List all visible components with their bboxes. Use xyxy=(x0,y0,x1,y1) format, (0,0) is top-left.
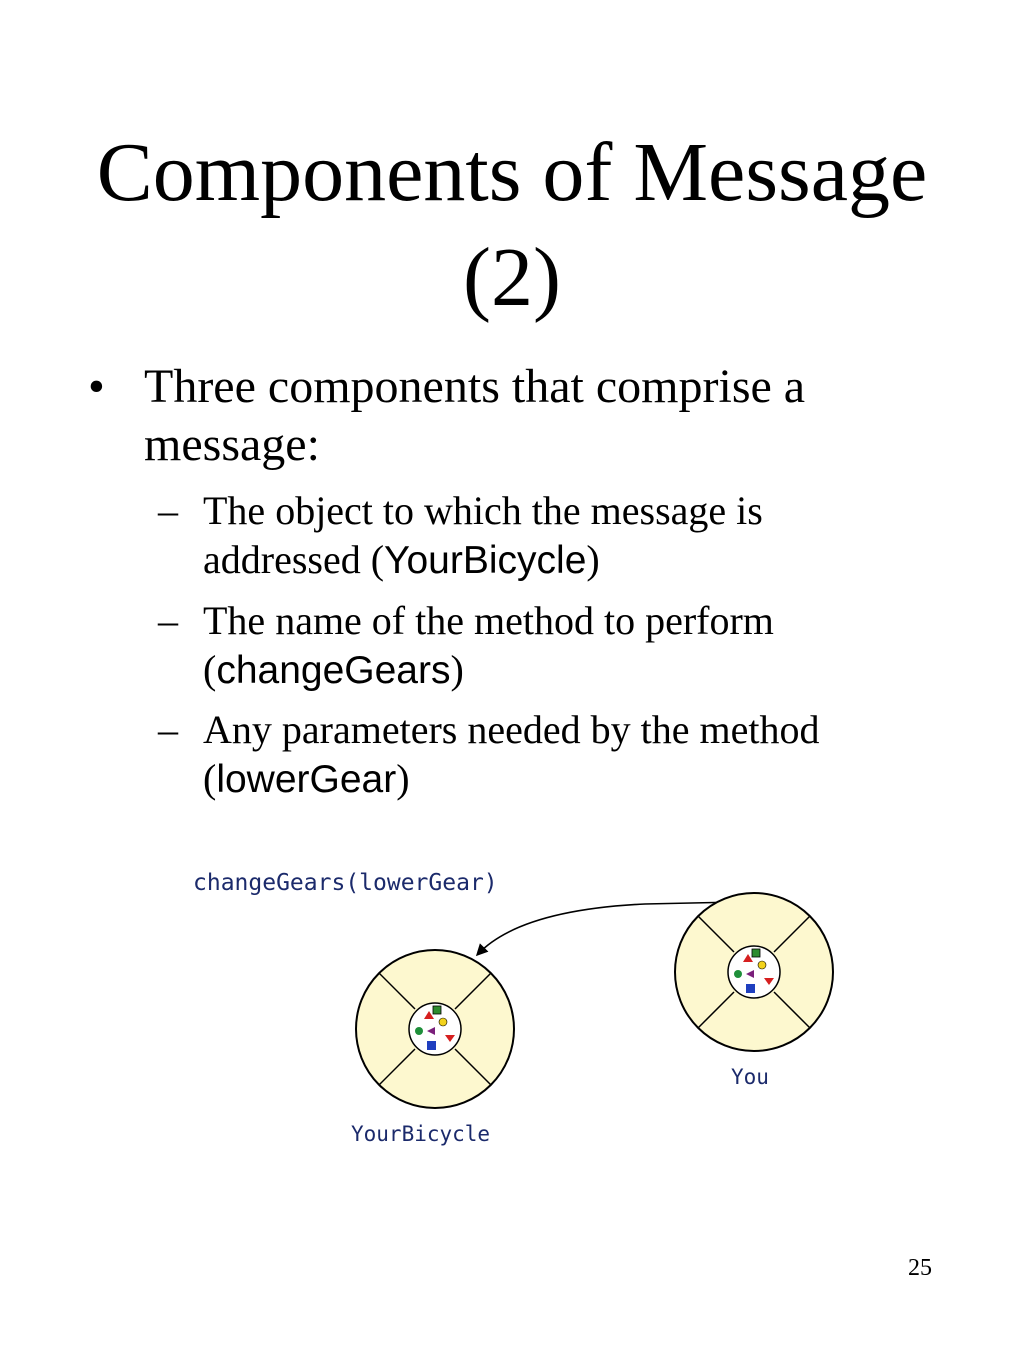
receiver-object xyxy=(356,950,514,1108)
sub-bullet-line-2 xyxy=(203,645,933,695)
sub-bullet-text xyxy=(203,705,933,804)
sub-bullet-text xyxy=(203,486,933,585)
bullet-text xyxy=(144,358,944,474)
sub-bullet-prefix: ( xyxy=(203,756,217,801)
bullet-marker: • xyxy=(88,360,105,413)
sub-bullet-line-1: The object to which the message is xyxy=(203,488,763,533)
page-number: 25 xyxy=(908,1255,932,1281)
sub-bullet-dash: – xyxy=(158,488,178,533)
object-nucleus xyxy=(728,946,780,998)
sub-bullet-prefix: ( xyxy=(203,647,217,692)
code-term: changeGears xyxy=(216,649,451,692)
message-label: changeGears(lowerGear) xyxy=(193,870,498,896)
sub-bullet-dash: – xyxy=(158,707,178,752)
receiver-label: YourBicycle xyxy=(351,1122,491,1146)
sub-bullet-dash: – xyxy=(158,598,178,643)
sub-bullet-text xyxy=(203,596,933,695)
sub-bullet-prefix: addressed ( xyxy=(203,537,385,582)
sub-bullet-line-1: Any parameters needed by the method xyxy=(203,707,820,752)
sub-bullet-line-1: The name of the method to perform xyxy=(203,598,774,643)
object-nucleus xyxy=(409,1003,461,1055)
slide-title-line-1: Components of Message xyxy=(96,126,928,219)
sender-label: You xyxy=(731,1065,769,1089)
sub-bullet-suffix: ) xyxy=(586,537,600,582)
sub-bullet-line-2 xyxy=(203,754,933,804)
slide-title-line-2: (2) xyxy=(463,231,561,324)
slide-title xyxy=(0,120,1024,330)
bullet-text-line-2: message: xyxy=(144,418,320,471)
sub-bullet-suffix: ) xyxy=(450,647,464,692)
sender-object xyxy=(675,893,833,1051)
code-term: YourBicycle xyxy=(384,539,587,582)
sub-bullet-line-2 xyxy=(203,535,933,585)
code-term: lowerGear xyxy=(216,758,397,801)
message-diagram xyxy=(0,850,1024,1170)
sub-bullet-suffix: ) xyxy=(396,756,410,801)
bullet-text-line-1: Three components that comprise a xyxy=(144,360,806,413)
